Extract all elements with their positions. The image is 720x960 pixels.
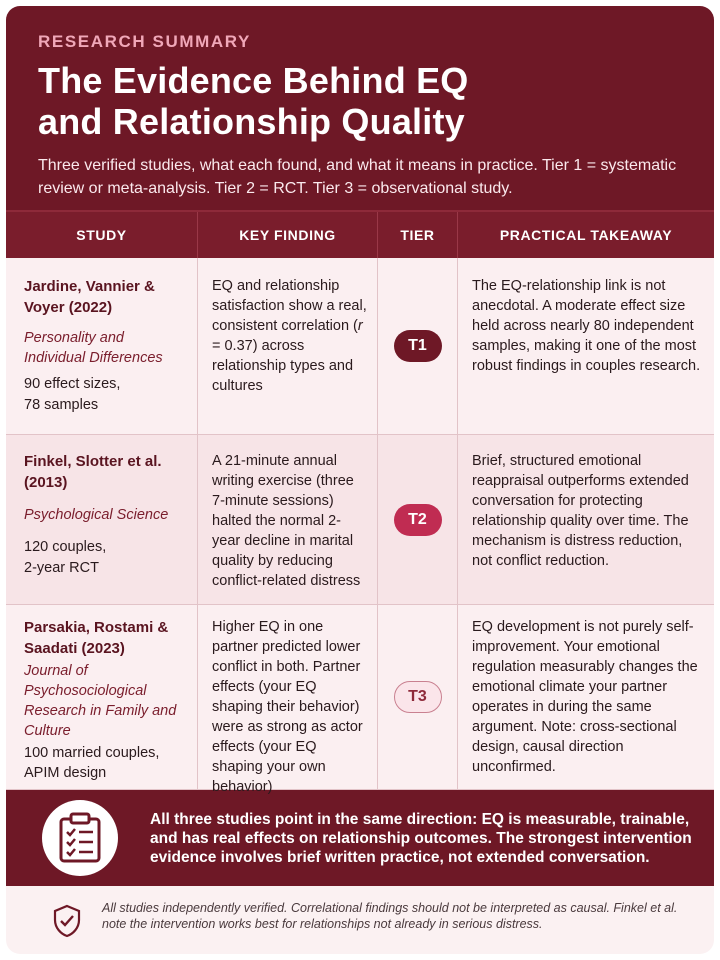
column-header-study: STUDY: [6, 212, 198, 258]
study-cell: [6, 605, 198, 789]
study-meta: [24, 374, 183, 416]
study-authors: Parsakia, Rostami & Saadati (2023): [24, 619, 169, 657]
page-title: [38, 60, 682, 142]
table-row: [6, 258, 714, 435]
study-meta-line: 90 effect sizes,: [24, 376, 121, 392]
finding-cell: [198, 258, 378, 434]
table-row: [6, 605, 714, 795]
eyebrow-label: RESEARCH SUMMARY: [38, 32, 251, 51]
footer: [6, 886, 714, 943]
takeaway-cell: EQ development is not purely self-improvement. Your emotional regulation measurably changes the emotional climate your partner operates in during the same argument. Note: cross-sectional design, causal direction unconfirmed.: [472, 619, 698, 775]
study-meta-line: 78 samples: [24, 397, 99, 413]
title-line-2: and Relationship Quality: [38, 101, 465, 142]
table-header-row: [6, 210, 714, 258]
study-meta-line: 100 married couples,: [24, 745, 160, 761]
subtitle: Three verified studies, what each found, and what it means in practice. Tier 1 = systematic review or meta-analysis. Tier 2 = RCT. Tier 3 = observational study.: [38, 157, 677, 197]
study-authors: Jardine, Vannier & Voyer (2022): [24, 278, 155, 316]
tier-cell: [378, 605, 458, 789]
finding-text: EQ and relationship satisfaction show a real, consistent correlation (: [212, 278, 367, 334]
finding-cell: Higher EQ in one partner predicted lower conflict in both. Partner effects (your EQ shaping their behavior) were as strong as actor effects (your EQ shaping your own behavior): [198, 605, 378, 789]
study-cell: [6, 258, 198, 434]
study-meta-line: 2-year RCT: [24, 560, 99, 576]
study-meta: [24, 537, 183, 579]
study-meta-line: 120 couples,: [24, 539, 107, 555]
shield-check-icon: [52, 904, 82, 943]
tier-badge: T3: [394, 681, 442, 713]
study-journal: Personality and Individual Differences: [24, 330, 163, 366]
finding-text: = 0.37) across relationship types and cultures: [212, 338, 354, 394]
tier-badge: T1: [394, 330, 442, 362]
tier-badge: T2: [394, 504, 442, 536]
study-journal: Psychological Science: [24, 507, 169, 523]
tier-cell: [378, 435, 458, 604]
finding-cell: A 21-minute annual writing exercise (three 7-minute sessions) halted the normal 2-year decline in marital quality by reducing conflict-related distress: [198, 435, 378, 604]
study-cell: [6, 435, 198, 604]
research-summary-card: [6, 6, 714, 954]
tier-cell: [378, 258, 458, 434]
study-journal: Journal of Psychosociological Research in Family and Culture: [24, 663, 177, 739]
clipboard-checklist-icon: [42, 800, 118, 876]
conclusion-band: [6, 790, 714, 886]
column-header-key-finding: KEY FINDING: [198, 212, 378, 258]
study-authors: Finkel, Slotter et al. (2013): [24, 453, 162, 491]
table-row: [6, 435, 714, 605]
header: [6, 6, 714, 210]
study-meta: [24, 743, 183, 783]
takeaway-cell: Brief, structured emotional reappraisal outperforms extended conversation for protecting relationship quality over time. The mechanism is distress reduction, not conflict reduction.: [472, 453, 689, 569]
conclusion-text: All three studies point in the same direction: EQ is measurable, trainable, and has real effects on relationship outcomes. The strongest intervention evidence involves brief written practice, not extended conversation.: [150, 810, 692, 866]
takeaway-cell: The EQ-relationship link is not anecdotal. A moderate effect size held across nearly 80 independent samples, making it one of the most robust findings in couples research.: [472, 278, 701, 374]
study-meta-line: APIM design: [24, 765, 107, 781]
column-header-tier: TIER: [378, 212, 458, 258]
title-line-1: The Evidence Behind EQ: [38, 60, 469, 101]
footnote: All studies independently verified. Correlational findings should not be interpreted as causal. Finkel et al. note the intervention works best for relationships not already in serious distress.: [102, 901, 678, 931]
column-header-practical-takeaway: PRACTICAL TAKEAWAY: [499, 227, 673, 243]
finding-r-symbol: r: [357, 318, 363, 334]
